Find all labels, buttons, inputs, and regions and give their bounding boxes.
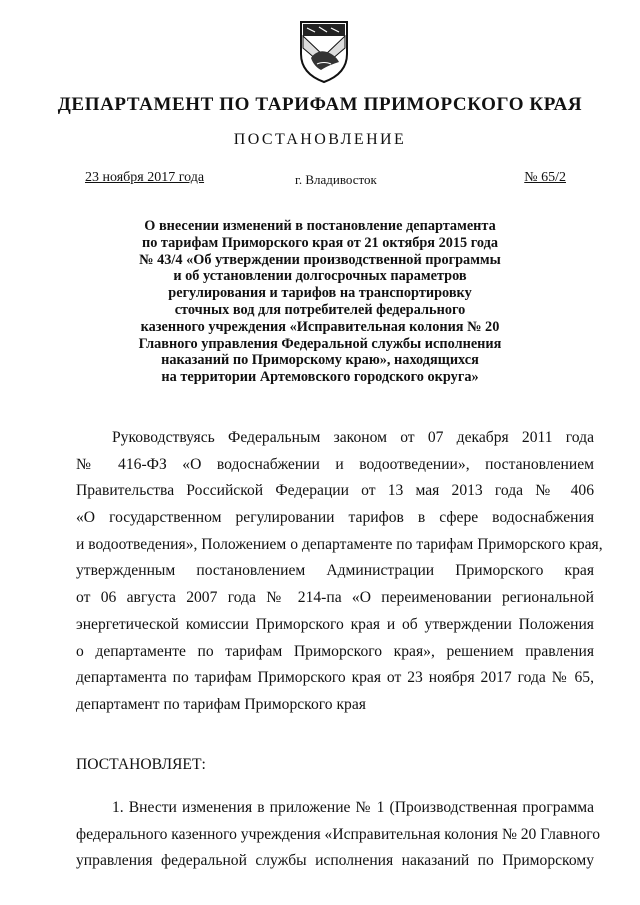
document-date: 23 ноября 2017 года: [85, 170, 205, 185]
preamble-paragraph: [76, 425, 603, 719]
department-title: ДЕПАРТАМЕНТ ПО ТАРИФАМ ПРИМОРСКОГО КРАЯ: [57, 94, 583, 115]
point-line: федерального казенного учреждения «Исправительная колония № 20 Главного: [76, 825, 601, 843]
document-type: ПОСТАНОВЛЕНИЕ: [233, 131, 407, 148]
point-line: 1. Внести изменения в приложение № 1 (Производственная программа: [112, 799, 594, 816]
subject-line: и об установлении долгосрочных параметров: [173, 268, 467, 285]
body-line: энергетической комиссии Приморского края и об утверждении Положения: [76, 615, 594, 633]
resolve-heading: ПОСТАНОВЛЯЕТ:: [76, 756, 206, 773]
body-line: о департаменте по тарифам Приморского края», решением правления: [76, 642, 594, 660]
point-line: управления федеральной службы исполнения наказаний по Приморскому: [76, 852, 594, 870]
subject-line: казенного учреждения «Исправительная колония № 20: [140, 318, 500, 335]
document-number: № 65/2: [524, 170, 566, 185]
body-line: от 06 августа 2007 года № 214-па «О переименовании региональной: [76, 589, 594, 607]
document-city: г. Владивосток: [295, 172, 377, 187]
body-line: департамент по тарифам Приморского края: [76, 695, 366, 713]
subject-line: сточных вод для потребителей федерального: [174, 301, 466, 318]
body-line: Руководствуясь Федеральным законом от 07 декабря 2011 года: [112, 429, 594, 446]
body-line: и водоотведения», Положением о департаменте по тарифам Приморского края,: [76, 535, 603, 553]
body-line: департамента по тарифам Приморского края от 23 ноября 2017 года № 65,: [76, 669, 594, 687]
subject-line: регулирования и тарифов на транспортировку: [168, 285, 472, 302]
body-line: утвержденным постановлением Администрации Приморского края: [76, 562, 594, 580]
subject-line: Главного управления Федеральной службы исполнения: [138, 335, 502, 352]
subject-line: О внесении изменений в постановление департамента: [144, 218, 496, 234]
body-line: Правительства Российской Федерации от 13 мая 2013 года № 406: [76, 482, 594, 500]
body-line: «О государственном регулировании тарифов в сфере водоснабжения: [76, 509, 594, 527]
body-line: № 416-ФЗ «О водоснабжении и водоотведении», постановлением: [76, 455, 594, 473]
subject-line: по тарифам Приморского края от 21 октября 2015 года: [141, 234, 499, 251]
subject-line: на территории Артемовского городского округа»: [161, 369, 479, 386]
subject-line: наказаний по Приморскому краю», находящихся: [161, 352, 479, 369]
document-subject: [110, 218, 530, 386]
subject-line: № 43/4 «Об утверждении производственной программы: [139, 251, 501, 268]
coat-of-arms-icon: [297, 18, 351, 84]
point-1-paragraph: [76, 795, 601, 875]
